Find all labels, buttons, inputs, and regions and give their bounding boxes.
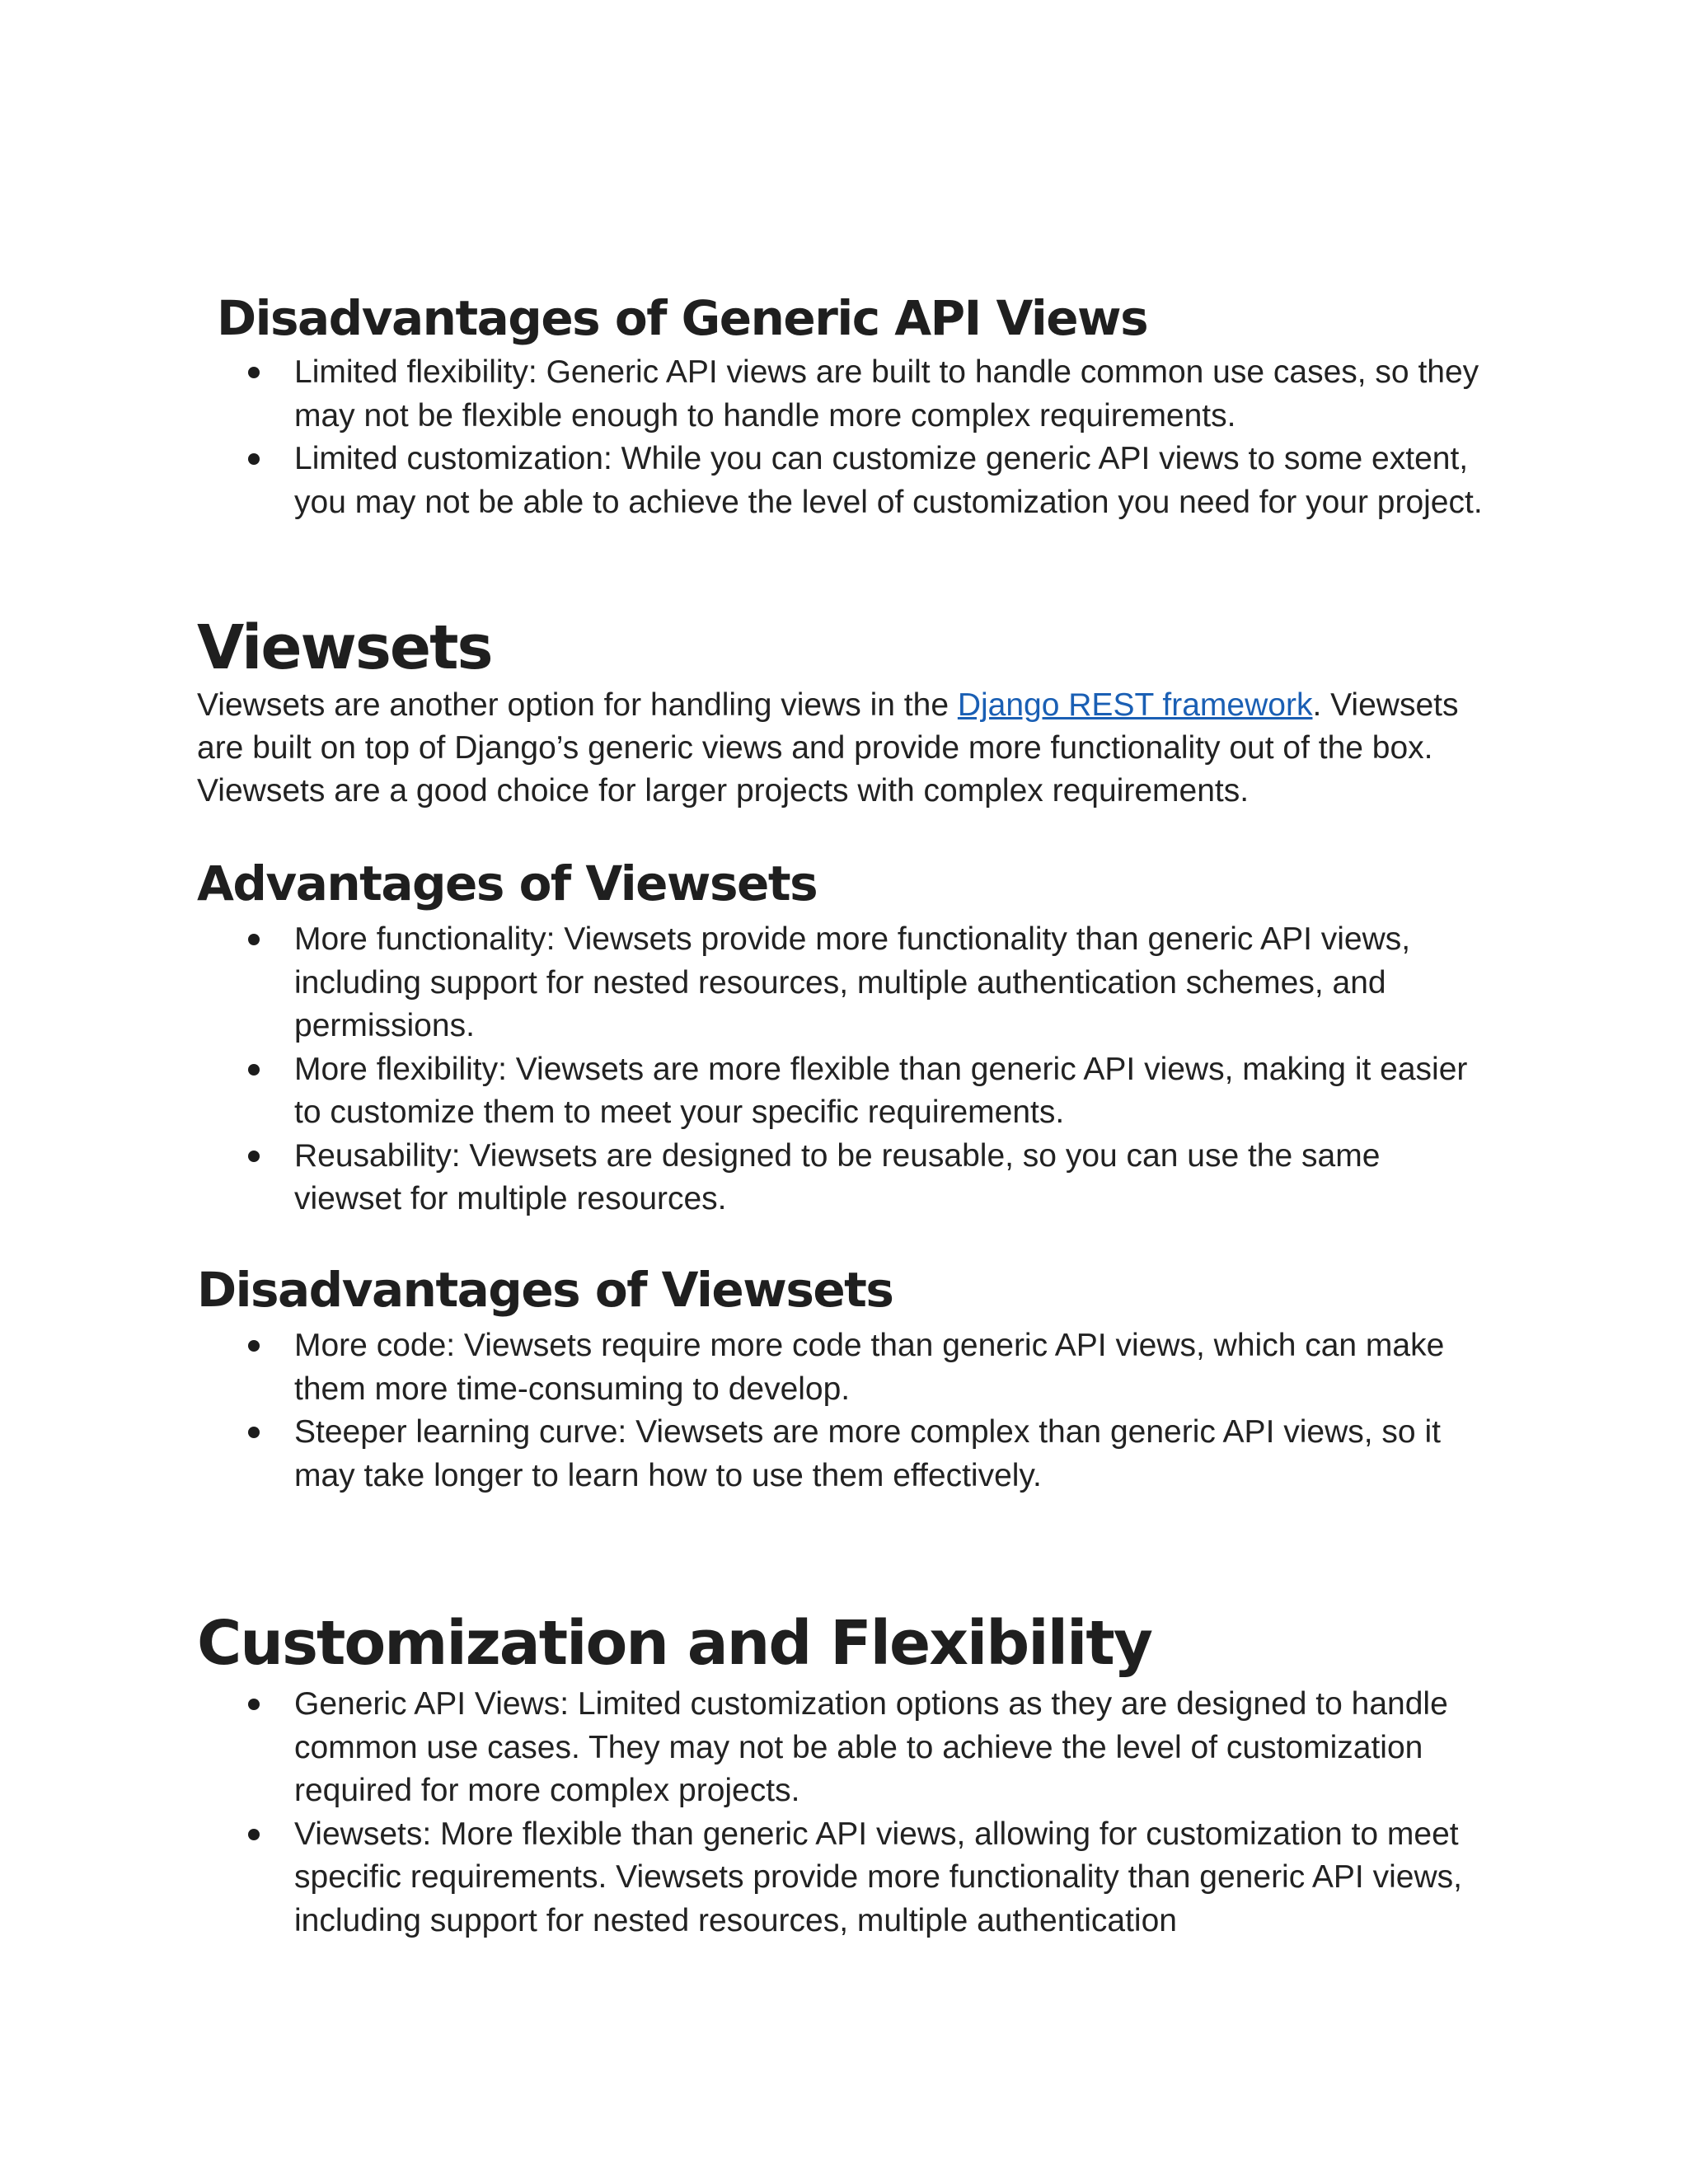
list-item-text: More code: Viewsets require more code than generic API views, which can make them more time-consuming to develop. <box>294 1328 1445 1407</box>
bullet-icon <box>248 367 260 378</box>
list-item <box>0 438 1688 524</box>
bullet-icon <box>248 1699 260 1710</box>
bullet-icon <box>248 1829 260 1840</box>
bullet-icon <box>248 1064 260 1076</box>
paragraph-text-before-link: Viewsets are another option for handling views in the <box>197 687 958 723</box>
bullet-icon <box>248 1427 260 1438</box>
list-item <box>0 1324 1688 1411</box>
bullet-list <box>0 918 1688 1221</box>
list-item-text: More flexibility: Viewsets are more flexible than generic API views, making it easier to customize them to meet your specific requirements. <box>294 1051 1468 1130</box>
viewsets-paragraph <box>197 684 1483 813</box>
list-item <box>0 1411 1688 1497</box>
list-item-text: Generic API Views: Limited customization options as they are designed to handle common use cases. They may not be able to achieve the level of customization required for more complex projects. <box>294 1686 1448 1808</box>
list-item-text: Limited flexibility: Generic API views are built to handle common use cases, so they may not be flexible enough to handle more complex requirements. <box>294 354 1479 434</box>
list-item <box>0 918 1688 1048</box>
section-advantages-viewsets <box>0 855 1688 1221</box>
heading-disadvantages-generic-api-views: Disadvantages of Generic API Views <box>217 290 1148 346</box>
heading-advantages-viewsets: Advantages of Viewsets <box>197 855 818 912</box>
heading-customization-flexibility: Customization and Flexibility <box>197 1608 1151 1679</box>
bullet-icon <box>248 453 260 465</box>
list-item <box>0 1048 1688 1135</box>
bullet-list <box>0 1324 1688 1497</box>
heading-disadvantages-viewsets: Disadvantages of Viewsets <box>197 1262 893 1318</box>
heading-viewsets: Viewsets <box>197 612 492 683</box>
bullet-icon <box>248 1151 260 1162</box>
bullet-list <box>0 351 1688 524</box>
list-item <box>0 1135 1688 1221</box>
list-item-text: Steeper learning curve: Viewsets are more complex than generic API views, so it may take longer to learn how to use them effectively. <box>294 1414 1441 1493</box>
paragraph-text-after-link: . Viewsets are built on top of Django’s generic views and provide more functionality out of the box. Viewsets are a good choice for larger projects with complex requirements. <box>197 687 1459 808</box>
list-item <box>0 351 1688 438</box>
list-item-text: Viewsets: More flexible than generic API views, allowing for customization to meet specific requirements. Viewsets provide more functionality than generic API views, including support for nested resources, multiple authentication <box>294 1816 1462 1938</box>
bullet-icon <box>248 1340 260 1352</box>
list-item-text: Limited customization: While you can customize generic API views to some extent, you may not be able to achieve the level of customization you need for your project. <box>294 441 1483 520</box>
section-customization-flexibility <box>0 1607 1688 1943</box>
list-item-text: Reusability: Viewsets are designed to be reusable, so you can use the same viewset for multiple resources. <box>294 1137 1381 1216</box>
list-item-text: More functionality: Viewsets provide more functionality than generic API views, including support for nested resources, multiple authentication schemes, and permissions. <box>294 921 1411 1043</box>
bullet-icon <box>248 934 260 945</box>
section-viewsets <box>0 612 1688 813</box>
list-item <box>0 1683 1688 1813</box>
section-disadvantages-viewsets <box>0 1262 1688 1497</box>
list-item <box>0 1813 1688 1943</box>
bullet-list <box>0 1683 1688 1943</box>
section-disadvantages-generic-api-views <box>0 290 1688 524</box>
django-rest-framework-link[interactable]: Django REST framework <box>957 687 1313 723</box>
